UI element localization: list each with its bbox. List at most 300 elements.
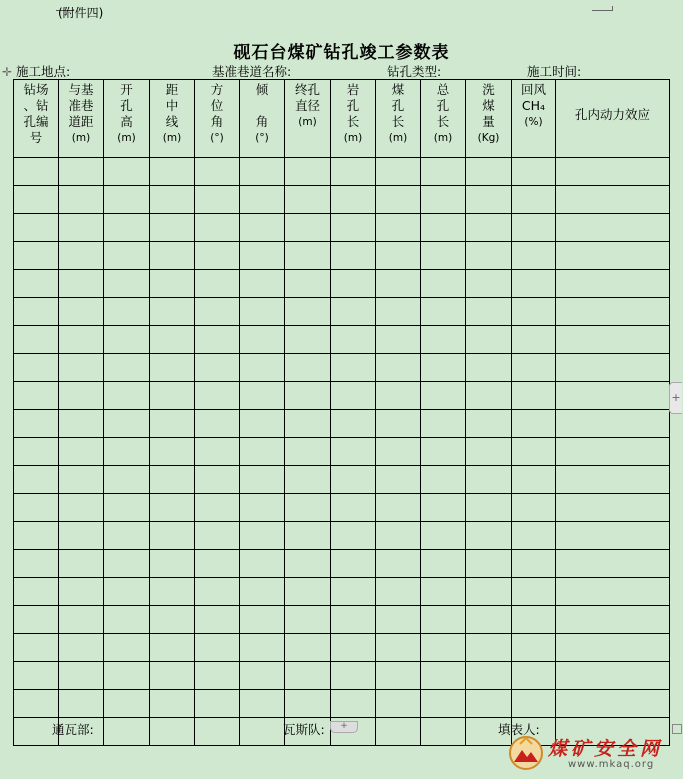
table-cell[interactable] xyxy=(59,326,104,354)
table-cell[interactable] xyxy=(150,718,195,746)
table-cell[interactable] xyxy=(195,158,240,186)
table-cell[interactable] xyxy=(466,410,512,438)
table-cell[interactable] xyxy=(331,690,376,718)
table-cell[interactable] xyxy=(14,438,59,466)
table-cell[interactable] xyxy=(376,578,421,606)
table-cell[interactable] xyxy=(195,242,240,270)
table-cell[interactable] xyxy=(466,186,512,214)
table-cell[interactable] xyxy=(14,186,59,214)
table-cell[interactable] xyxy=(285,634,331,662)
table-cell[interactable] xyxy=(285,578,331,606)
table-cell[interactable] xyxy=(150,158,195,186)
table-cell[interactable] xyxy=(512,158,556,186)
table-cell[interactable] xyxy=(512,662,556,690)
table-cell[interactable] xyxy=(104,326,150,354)
column-header-line: CH₄ xyxy=(521,98,546,113)
table-cell[interactable] xyxy=(104,578,150,606)
table-cell[interactable] xyxy=(285,466,331,494)
column-header-line: 道距 xyxy=(68,114,94,129)
table-cell[interactable] xyxy=(195,438,240,466)
table-cell[interactable] xyxy=(512,690,556,718)
table-cell[interactable] xyxy=(285,214,331,242)
table-cell[interactable] xyxy=(240,410,285,438)
table-cell[interactable] xyxy=(14,354,59,382)
table-cell[interactable] xyxy=(466,354,512,382)
table-cell[interactable] xyxy=(376,326,421,354)
table-cell[interactable] xyxy=(150,242,195,270)
drilling-parameters-table xyxy=(13,79,670,746)
table-cell[interactable] xyxy=(14,690,59,718)
table-cell[interactable] xyxy=(421,242,466,270)
table-cell[interactable] xyxy=(421,382,466,410)
table-cell[interactable] xyxy=(150,270,195,298)
column-header xyxy=(14,80,59,158)
table-cell[interactable] xyxy=(195,718,240,746)
column-header-unit: (m) xyxy=(433,132,453,144)
table-cell[interactable] xyxy=(376,270,421,298)
table-cell[interactable] xyxy=(240,326,285,354)
table-cell[interactable] xyxy=(104,158,150,186)
table-cell[interactable] xyxy=(331,550,376,578)
table-cell[interactable] xyxy=(14,578,59,606)
table-cell[interactable] xyxy=(104,298,150,326)
table-cell[interactable] xyxy=(331,270,376,298)
table-cell[interactable] xyxy=(104,522,150,550)
table-cell[interactable] xyxy=(59,466,104,494)
document-title: 砚石台煤矿钻孔竣工参数表 xyxy=(233,43,450,63)
column-header xyxy=(240,80,285,158)
table-cell[interactable] xyxy=(195,606,240,634)
table-cell[interactable] xyxy=(150,662,195,690)
table-cell[interactable] xyxy=(512,634,556,662)
table-cell[interactable] xyxy=(59,438,104,466)
table-cell[interactable] xyxy=(331,466,376,494)
table-cell[interactable] xyxy=(195,214,240,242)
table-cell[interactable] xyxy=(14,382,59,410)
table-cell[interactable] xyxy=(14,270,59,298)
table-cell[interactable] xyxy=(59,270,104,298)
table-cell[interactable] xyxy=(512,214,556,242)
table-cell[interactable] xyxy=(376,718,421,746)
table-cell[interactable] xyxy=(331,494,376,522)
table-cell[interactable] xyxy=(331,186,376,214)
table-cell[interactable] xyxy=(466,550,512,578)
table-cell[interactable] xyxy=(240,354,285,382)
table-cell[interactable] xyxy=(285,494,331,522)
table-cell[interactable] xyxy=(104,634,150,662)
table-cell[interactable] xyxy=(240,690,285,718)
column-header-line: 号 xyxy=(29,130,43,145)
table-cell[interactable] xyxy=(421,690,466,718)
table-cell[interactable] xyxy=(376,522,421,550)
table-cell[interactable] xyxy=(421,494,466,522)
table-cell[interactable] xyxy=(285,522,331,550)
table-cell[interactable] xyxy=(285,158,331,186)
table-cell[interactable] xyxy=(240,522,285,550)
table-cell[interactable] xyxy=(14,242,59,270)
table-cell[interactable] xyxy=(240,298,285,326)
table-cell[interactable] xyxy=(240,242,285,270)
table-cell[interactable] xyxy=(466,578,512,606)
table-cell[interactable] xyxy=(466,158,512,186)
table-cell[interactable] xyxy=(556,354,670,382)
watermark-url: www.mkaq.org xyxy=(568,759,655,770)
table-cell[interactable] xyxy=(240,438,285,466)
table-move-handle-icon[interactable]: ✛ xyxy=(2,65,13,79)
table-cell[interactable] xyxy=(376,466,421,494)
table-cell[interactable] xyxy=(556,550,670,578)
table-cell[interactable] xyxy=(195,550,240,578)
table-cell[interactable] xyxy=(14,522,59,550)
table-cell[interactable] xyxy=(104,242,150,270)
table-cell[interactable] xyxy=(512,354,556,382)
table-cell[interactable] xyxy=(195,186,240,214)
table-cell[interactable] xyxy=(285,270,331,298)
table-cell[interactable] xyxy=(285,298,331,326)
table-cell[interactable] xyxy=(556,606,670,634)
table-cell[interactable] xyxy=(466,242,512,270)
table-cell[interactable] xyxy=(195,354,240,382)
table-cell[interactable] xyxy=(421,214,466,242)
table-cell[interactable] xyxy=(150,410,195,438)
table-cell[interactable] xyxy=(150,690,195,718)
table-cell[interactable] xyxy=(14,466,59,494)
table-cell[interactable] xyxy=(556,270,670,298)
table-cell[interactable] xyxy=(104,186,150,214)
table-cell[interactable] xyxy=(195,522,240,550)
table-cell[interactable] xyxy=(331,438,376,466)
table-cell[interactable] xyxy=(376,354,421,382)
table-cell[interactable] xyxy=(331,606,376,634)
table-cell[interactable] xyxy=(556,158,670,186)
table-cell[interactable] xyxy=(421,298,466,326)
table-cell[interactable] xyxy=(556,578,670,606)
table-cell[interactable] xyxy=(421,438,466,466)
table-cell[interactable] xyxy=(512,522,556,550)
table-cell[interactable] xyxy=(331,578,376,606)
table-cell[interactable] xyxy=(376,438,421,466)
table-cell[interactable] xyxy=(195,410,240,438)
hole-type-label: 钻孔类型: xyxy=(387,64,442,79)
table-cell[interactable] xyxy=(331,410,376,438)
column-header-line: 孔 xyxy=(120,98,133,113)
table-cell[interactable] xyxy=(556,298,670,326)
table-cell[interactable] xyxy=(240,578,285,606)
table-cell[interactable] xyxy=(150,382,195,410)
table-cell[interactable] xyxy=(285,354,331,382)
table-cell[interactable] xyxy=(59,578,104,606)
table-cell[interactable] xyxy=(195,270,240,298)
table-cell[interactable] xyxy=(466,298,512,326)
table-cell[interactable] xyxy=(14,662,59,690)
table-cell[interactable] xyxy=(421,578,466,606)
table-cell[interactable] xyxy=(376,382,421,410)
table-cell[interactable] xyxy=(285,186,331,214)
table-cell[interactable] xyxy=(512,466,556,494)
table-cell[interactable] xyxy=(240,158,285,186)
table-cell[interactable] xyxy=(512,494,556,522)
table-cell[interactable] xyxy=(104,438,150,466)
table-cell[interactable] xyxy=(421,466,466,494)
table-cell[interactable] xyxy=(556,382,670,410)
column-header-line: 开 xyxy=(120,82,133,97)
table-cell[interactable] xyxy=(376,634,421,662)
table-cell[interactable] xyxy=(466,438,512,466)
table-cell[interactable] xyxy=(195,634,240,662)
table-row xyxy=(14,298,670,326)
table-cell[interactable] xyxy=(240,494,285,522)
table-cell[interactable] xyxy=(512,606,556,634)
table-cell[interactable] xyxy=(240,466,285,494)
table-cell[interactable] xyxy=(331,382,376,410)
table-cell[interactable] xyxy=(104,690,150,718)
column-header-unit: (°) xyxy=(210,132,224,144)
table-cell[interactable] xyxy=(376,606,421,634)
table-cell[interactable] xyxy=(240,718,285,746)
table-cell[interactable] xyxy=(104,494,150,522)
table-cell[interactable] xyxy=(556,410,670,438)
table-cell[interactable] xyxy=(556,326,670,354)
table-cell[interactable] xyxy=(14,606,59,634)
table-cell[interactable] xyxy=(556,494,670,522)
table-cell[interactable] xyxy=(556,522,670,550)
table-cell[interactable] xyxy=(285,438,331,466)
table-cell[interactable] xyxy=(104,214,150,242)
table-cell[interactable] xyxy=(150,550,195,578)
table-cell[interactable] xyxy=(512,438,556,466)
table-cell[interactable] xyxy=(512,578,556,606)
table-cell[interactable] xyxy=(512,550,556,578)
table-cell[interactable] xyxy=(512,298,556,326)
table-cell[interactable] xyxy=(150,214,195,242)
table-cell[interactable] xyxy=(240,214,285,242)
table-cell[interactable] xyxy=(14,158,59,186)
table-cell[interactable] xyxy=(285,690,331,718)
table-cell[interactable] xyxy=(466,382,512,410)
table-cell[interactable] xyxy=(376,410,421,438)
table-cell[interactable] xyxy=(150,578,195,606)
table-cell[interactable] xyxy=(14,298,59,326)
table-cell[interactable] xyxy=(376,550,421,578)
table-cell[interactable] xyxy=(59,690,104,718)
table-cell[interactable] xyxy=(14,214,59,242)
table-cell[interactable] xyxy=(150,522,195,550)
table-cell[interactable] xyxy=(104,466,150,494)
table-cell[interactable] xyxy=(150,438,195,466)
table-cell[interactable] xyxy=(466,606,512,634)
table-cell[interactable] xyxy=(195,662,240,690)
table-cell[interactable] xyxy=(331,214,376,242)
table-cell[interactable] xyxy=(376,242,421,270)
column-header-line: 钻场 xyxy=(23,82,49,97)
table-cell[interactable] xyxy=(150,466,195,494)
column-header xyxy=(285,80,331,158)
table-cell[interactable] xyxy=(421,354,466,382)
table-cell[interactable] xyxy=(59,242,104,270)
table-cell[interactable] xyxy=(59,494,104,522)
table-row xyxy=(14,186,670,214)
table-cell[interactable] xyxy=(466,690,512,718)
table-cell[interactable] xyxy=(466,634,512,662)
table-cell[interactable] xyxy=(195,466,240,494)
table-cell[interactable] xyxy=(104,270,150,298)
column-header xyxy=(466,80,512,158)
table-cell[interactable] xyxy=(59,186,104,214)
add-row-icon[interactable]: + xyxy=(330,721,358,733)
table-cell[interactable] xyxy=(376,690,421,718)
table-row xyxy=(14,410,670,438)
table-cell[interactable] xyxy=(466,466,512,494)
column-header-line: 高 xyxy=(120,114,133,129)
table-cell[interactable] xyxy=(376,494,421,522)
table-cell[interactable] xyxy=(104,354,150,382)
table-cell[interactable] xyxy=(240,550,285,578)
table-cell[interactable] xyxy=(14,494,59,522)
table-cell[interactable] xyxy=(421,186,466,214)
table-cell[interactable] xyxy=(240,662,285,690)
table-cell[interactable] xyxy=(59,522,104,550)
table-cell[interactable] xyxy=(556,242,670,270)
table-cell[interactable] xyxy=(59,214,104,242)
table-cell[interactable] xyxy=(421,718,466,746)
table-cell[interactable] xyxy=(512,242,556,270)
table-cell[interactable] xyxy=(150,326,195,354)
table-cell[interactable] xyxy=(285,326,331,354)
table-cell[interactable] xyxy=(150,298,195,326)
table-cell[interactable] xyxy=(376,662,421,690)
table-cell[interactable] xyxy=(59,382,104,410)
table-cell[interactable] xyxy=(195,298,240,326)
table-cell[interactable] xyxy=(14,634,59,662)
table-cell[interactable] xyxy=(240,634,285,662)
table-cell[interactable] xyxy=(421,522,466,550)
table-cell[interactable] xyxy=(421,606,466,634)
table-cell[interactable] xyxy=(556,438,670,466)
table-cell[interactable] xyxy=(285,410,331,438)
table-cell[interactable] xyxy=(240,382,285,410)
side-expand-icon[interactable]: + xyxy=(669,382,682,414)
table-cell[interactable] xyxy=(376,186,421,214)
table-cell[interactable] xyxy=(556,634,670,662)
table-cell[interactable] xyxy=(150,494,195,522)
table-cell[interactable] xyxy=(556,186,670,214)
table-cell[interactable] xyxy=(556,690,670,718)
table-cell[interactable] xyxy=(556,466,670,494)
table-cell[interactable] xyxy=(285,382,331,410)
column-header-line: 角 xyxy=(255,114,269,129)
table-cell[interactable] xyxy=(104,550,150,578)
table-cell[interactable] xyxy=(150,634,195,662)
table-cell[interactable] xyxy=(376,298,421,326)
table-cell[interactable] xyxy=(331,158,376,186)
table-cell[interactable] xyxy=(104,606,150,634)
table-cell[interactable] xyxy=(150,186,195,214)
table-cell[interactable] xyxy=(104,662,150,690)
table-cell[interactable] xyxy=(512,326,556,354)
table-cell[interactable] xyxy=(466,326,512,354)
table-cell[interactable] xyxy=(421,410,466,438)
table-cell[interactable] xyxy=(195,326,240,354)
table-cell[interactable] xyxy=(512,410,556,438)
table-cell[interactable] xyxy=(240,606,285,634)
table-cell[interactable] xyxy=(285,550,331,578)
table-cell[interactable] xyxy=(285,662,331,690)
column-header-line: 孔 xyxy=(391,98,405,113)
table-cell[interactable] xyxy=(14,410,59,438)
table-cell[interactable] xyxy=(512,270,556,298)
table-cell[interactable] xyxy=(376,214,421,242)
table-cell[interactable] xyxy=(421,550,466,578)
table-cell[interactable] xyxy=(331,522,376,550)
table-cell[interactable] xyxy=(14,326,59,354)
table-cell[interactable] xyxy=(331,634,376,662)
table-cell[interactable] xyxy=(195,578,240,606)
table-cell[interactable] xyxy=(59,606,104,634)
table-cell[interactable] xyxy=(59,354,104,382)
column-header-line: 直径 xyxy=(294,98,320,113)
table-cell[interactable] xyxy=(512,382,556,410)
table-cell[interactable] xyxy=(240,270,285,298)
table-cell[interactable] xyxy=(331,326,376,354)
table-cell[interactable] xyxy=(59,158,104,186)
table-cell[interactable] xyxy=(376,158,421,186)
table-cell[interactable] xyxy=(195,382,240,410)
table-cell[interactable] xyxy=(556,214,670,242)
table-cell[interactable] xyxy=(512,186,556,214)
table-cell[interactable] xyxy=(421,634,466,662)
table-cell[interactable] xyxy=(59,298,104,326)
table-cell[interactable] xyxy=(59,634,104,662)
table-cell[interactable] xyxy=(421,270,466,298)
table-cell[interactable] xyxy=(331,242,376,270)
column-header-line: 角 xyxy=(210,114,224,129)
table-cell[interactable] xyxy=(331,298,376,326)
table-cell[interactable] xyxy=(421,662,466,690)
column-header-line: 距 xyxy=(165,82,179,97)
table-cell[interactable] xyxy=(150,606,195,634)
form-filler-label: 填表人: xyxy=(498,722,540,737)
annex-label: (附件四) xyxy=(58,6,104,20)
table-cell[interactable] xyxy=(59,550,104,578)
table-cell[interactable] xyxy=(466,662,512,690)
table-cell[interactable] xyxy=(195,494,240,522)
table-cell[interactable] xyxy=(240,186,285,214)
table-cell[interactable] xyxy=(556,662,670,690)
table-cell[interactable] xyxy=(466,270,512,298)
table-cell[interactable] xyxy=(421,158,466,186)
table-cell[interactable] xyxy=(466,494,512,522)
table-row xyxy=(14,522,670,550)
table-cell[interactable] xyxy=(104,718,150,746)
table-cell[interactable] xyxy=(331,662,376,690)
table-cell[interactable] xyxy=(104,382,150,410)
table-cell[interactable] xyxy=(285,242,331,270)
table-cell[interactable] xyxy=(14,550,59,578)
table-cell[interactable] xyxy=(466,522,512,550)
table-cell[interactable] xyxy=(466,214,512,242)
table-cell[interactable] xyxy=(104,410,150,438)
table-cell[interactable] xyxy=(59,410,104,438)
table-cell[interactable] xyxy=(331,354,376,382)
column-header-line: 长 xyxy=(436,114,450,129)
table-cell[interactable] xyxy=(150,354,195,382)
column-header xyxy=(195,80,240,158)
table-cell[interactable] xyxy=(285,606,331,634)
table-cell[interactable] xyxy=(59,662,104,690)
table-cell[interactable] xyxy=(195,690,240,718)
table-cell[interactable] xyxy=(421,326,466,354)
column-header-line: 、钻 xyxy=(23,98,49,113)
